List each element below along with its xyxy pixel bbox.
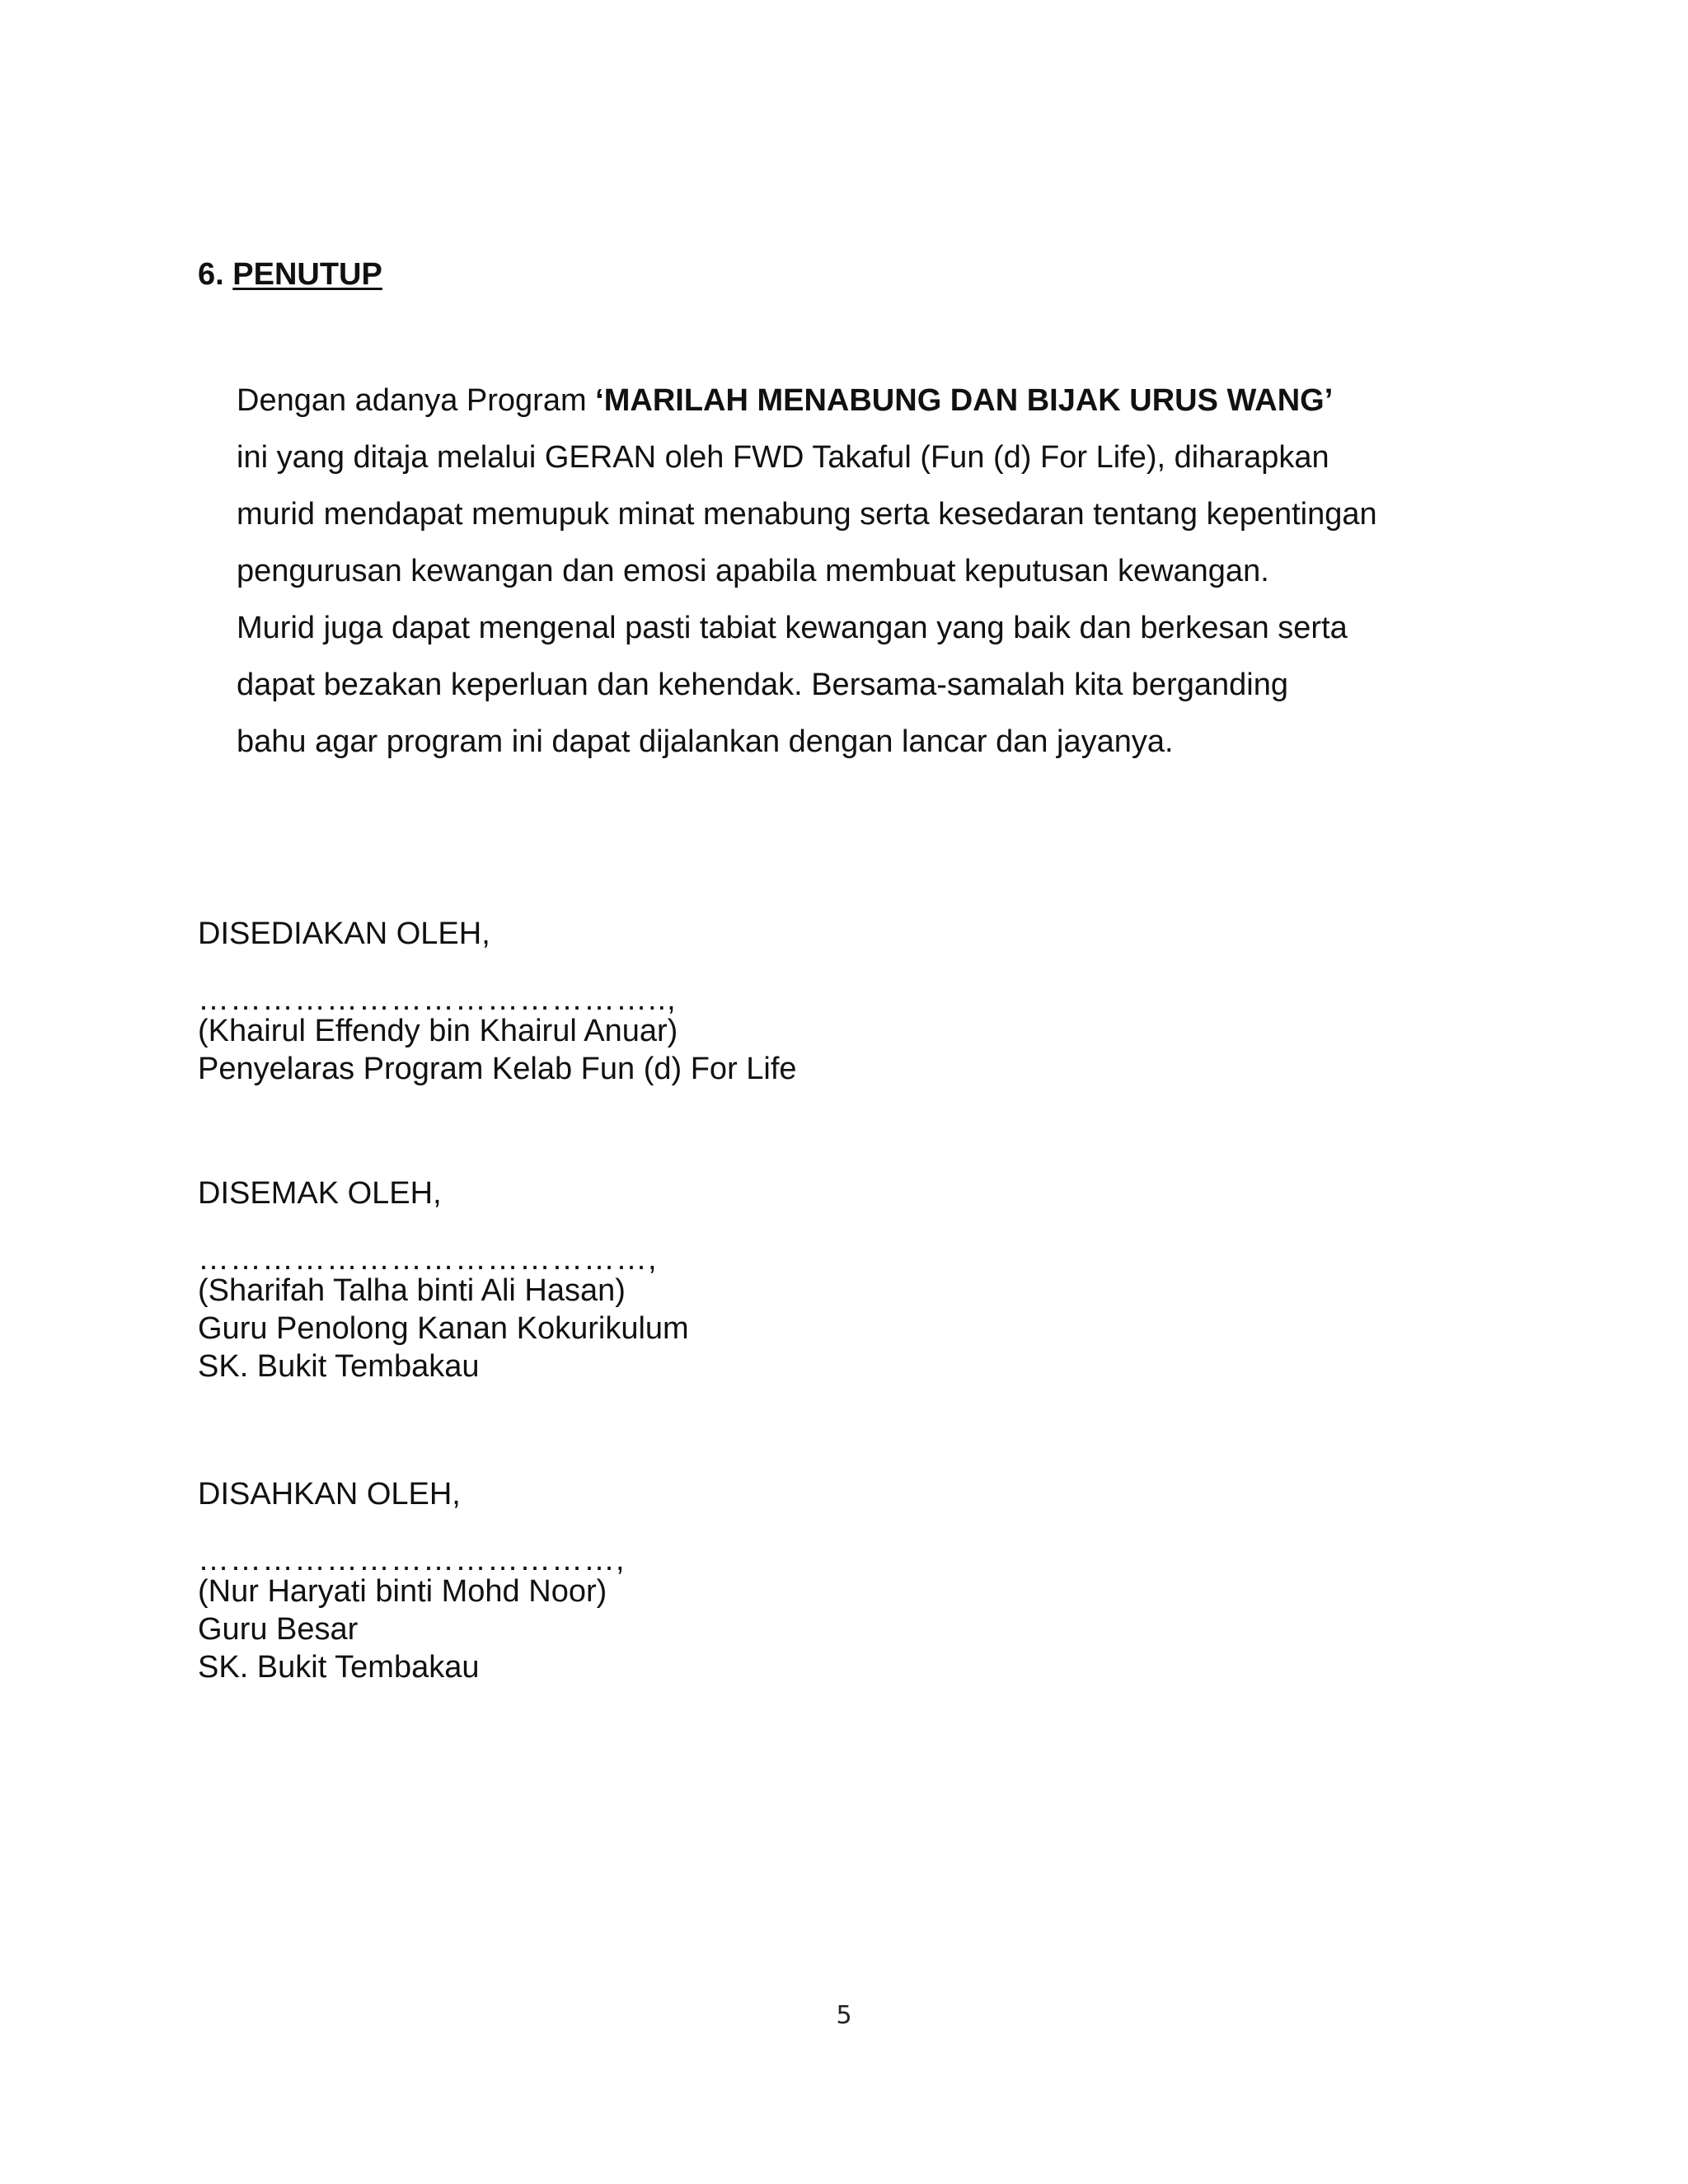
signature-label: DISEDIAKAN OLEH, — [198, 916, 490, 951]
signatory-name: (Khairul Effendy bin Khairul Anuar) — [198, 1014, 678, 1048]
signature-block-prepared-by — [198, 915, 1187, 1088]
signature-dotted-line: …………………………………….., — [198, 982, 677, 1017]
paragraph-line: dapat bezakan keperluan dan kehendak. Bersama-samalah kita berganding — [237, 668, 1288, 702]
signature-dotted-line: ……………………………………, — [198, 1242, 658, 1277]
signatory-position: Guru Penolong Kanan Kokurikulum — [198, 1311, 689, 1346]
program-name: ‘MARILAH MENABUNG DAN BIJAK URUS WANG’ — [595, 383, 1334, 418]
signature-label: DISAHKAN OLEH, — [198, 1477, 461, 1511]
signatory-name: (Sharifah Talha binti Ali Hasan) — [198, 1273, 626, 1308]
signature-label: DISEMAK OLEH, — [198, 1176, 442, 1211]
paragraph-line: ini yang ditaja melalui GERAN oleh FWD Takaful (Fun (d) For Life), diharapkan — [237, 440, 1329, 475]
paragraph-line: Murid juga dapat mengenal pasti tabiat kewangan yang baik dan berkesan serta — [237, 611, 1348, 645]
signatory-position: Penyelaras Program Kelab Fun (d) For Life — [198, 1052, 797, 1086]
paragraph-line: murid mendapat memupuk minat menabung serta kesedaran tentang kepentingan — [237, 497, 1377, 532]
signatory-school: SK. Bukit Tembakau — [198, 1349, 480, 1384]
paragraph-line — [237, 373, 1456, 429]
paragraph-line: bahu agar program ini dapat dijalankan dengan lancar dan jayanya. — [237, 724, 1174, 759]
signatory-position: Guru Besar — [198, 1612, 359, 1647]
section-title: PENUTUP — [232, 257, 382, 292]
signatory-name: (Nur Haryati binti Mohd Noor) — [198, 1574, 607, 1609]
closing-paragraph — [237, 373, 1456, 771]
page-number: 5 — [836, 2001, 852, 2030]
section-number: 6. — [198, 257, 224, 292]
signature-block-approved-by — [198, 1475, 1187, 1686]
signatory-school: SK. Bukit Tembakau — [198, 1650, 480, 1685]
signature-block-reviewed-by — [198, 1174, 1187, 1385]
section-heading — [198, 257, 382, 293]
paragraph-line-prefix: Dengan adanya Program — [237, 383, 596, 418]
paragraph-line: pengurusan kewangan dan emosi apabila membuat keputusan kewangan. — [237, 554, 1269, 588]
signature-dotted-line: …………………………………, — [198, 1543, 626, 1577]
